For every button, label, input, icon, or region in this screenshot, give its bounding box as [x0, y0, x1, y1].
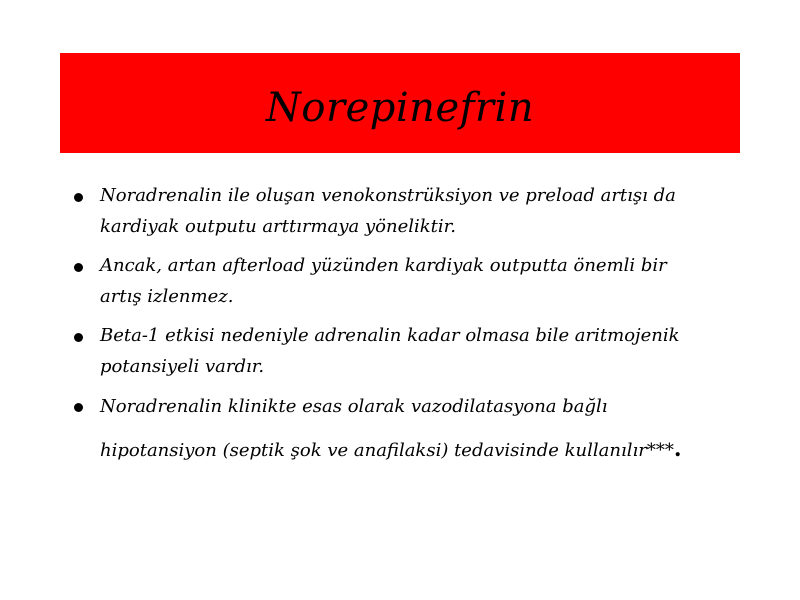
bullet-text: Noradrenalin ile oluşan venokonstrüksiyon ve preload artışı da kardiyak outputu arttırmaya yöneliktir.	[100, 185, 676, 237]
bullet-dot-icon	[74, 403, 83, 412]
bullet-item	[72, 180, 712, 242]
bullet-item	[72, 386, 712, 472]
bullet-dot-icon	[74, 193, 83, 202]
bullet-text: Beta-1 etkisi nedeniyle adrenalin kadar olmasa bile aritmojenik potansiyeli vardır.	[100, 325, 680, 377]
bullet-suffix: .	[673, 436, 682, 462]
bullet-list	[72, 180, 712, 480]
title-bar	[60, 53, 740, 153]
bullet-text: Ancak, artan afterload yüzünden kardiyak outputta önemli bir artış izlenmez.	[100, 255, 667, 307]
bullet-item	[72, 320, 712, 382]
slide-title: Norepinefrin	[265, 85, 535, 131]
bullet-item	[72, 250, 712, 312]
bullet-dot-icon	[74, 263, 83, 272]
bullet-text: Noradrenalin klinikte esas olarak vazodilatasyona bağlı hipotansiyon (septik şok ve anafilaksi) tedavisinde kullanılır***	[100, 396, 674, 461]
bullet-dot-icon	[74, 333, 83, 342]
